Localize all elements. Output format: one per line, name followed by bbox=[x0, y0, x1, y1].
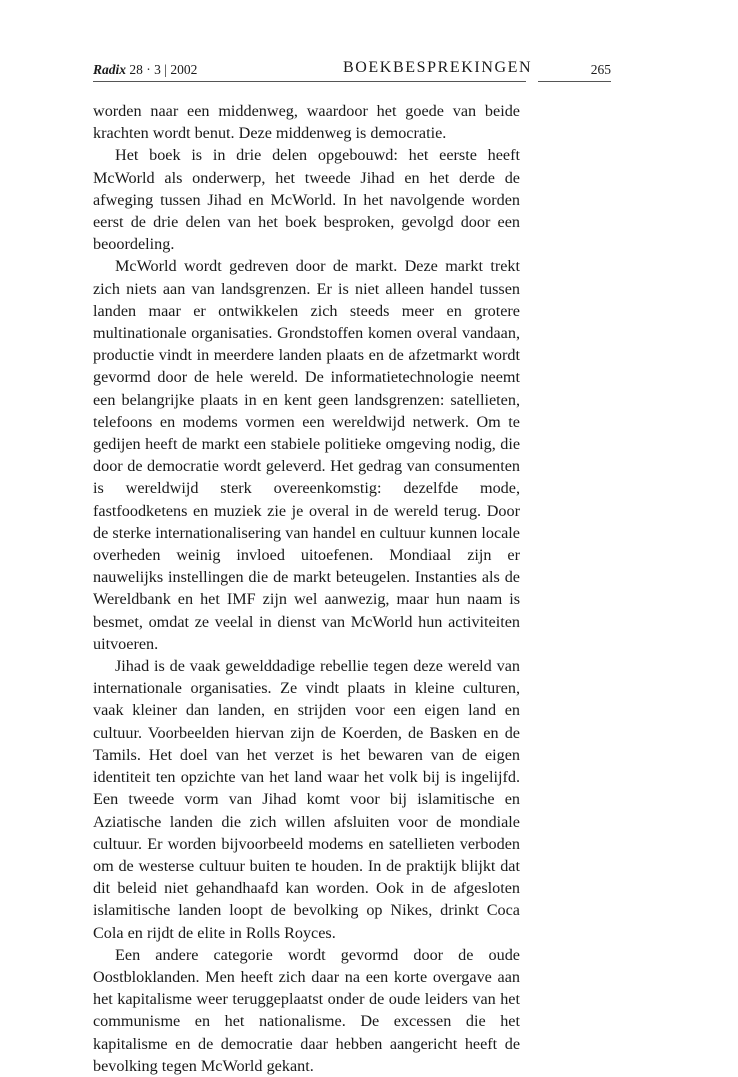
journal-issue: 28 · 3 | 2002 bbox=[129, 62, 198, 77]
section-title: BOEKBESPREKINGEN bbox=[343, 59, 533, 76]
paragraph-eastern-bloc: Een andere categorie wordt gevormd door de oude Oostbloklanden. Men heeft zich daar na een korte overgave aan het kapitalisme weer teruggeplaatst onder de oude leiders van het communisme en het nationalisme. De excessen die het kapitalisme en de democratie daar hebben aangericht heeft de bevolking tegen McWorld gekant. bbox=[93, 945, 520, 1075]
body-text bbox=[93, 100, 520, 1077]
paragraph-continuation: worden naar een middenweg, waardoor het goede van beide krachten wordt benut. Deze middenweg is democratie. bbox=[93, 102, 520, 143]
header-rule-page-number bbox=[538, 81, 611, 82]
paragraph-mcworld: McWorld wordt gedreven door de markt. Deze markt trekt zich niets aan van landsgrenzen. Er is niet alleen handel tussen landen maar er ontwikkelen zich steeds meer en grotere multinationale organisaties. Grondstoffen komen overal vandaan, productie vindt in meerdere landen plaats en de afzetmarkt wordt gevormd door de hele wereld. De informatietechnologie neemt een belangrijke plaats in en kent geen landsgrenzen: satellieten, telefoons en modems vormen een wereldwijd netwerk. Om te gedijen heeft de markt een stabiele politieke omgeving nodig, die door de democratie wordt geleverd. Het gedrag van consumenten is wereldwijd sterk overeenkomstig: dezelfde mode, fastfoodketens en muziek zie je overal in de wereld terug. Door de sterke internationalisering van handel en cultuur kunnen locale overheden weinig invloed uitoefenen. Mondiaal zijn er nauwelijks instellingen die de markt beteugelen. Instanties als de Wereldbank en het IMF zijn wel aanwezig, maar hun naam is besmet, omdat ze veelal in dienst van McWorld hun activiteiten uitvoeren. bbox=[93, 257, 520, 653]
page-number: 265 bbox=[590, 62, 611, 77]
journal-citation bbox=[93, 62, 197, 78]
paragraph-book-structure: Het boek is in drie delen opgebouwd: het eerste heeft McWorld als onderwerp, het tweede Jihad en het derde de afweging tussen Jihad en McWorld. In het navolgende worden eerst de drie delen van het boek besproken, gevolgd door een beoordeling. bbox=[93, 146, 520, 254]
running-header bbox=[93, 58, 611, 80]
header-rule bbox=[93, 81, 526, 82]
journal-name: Radix bbox=[93, 62, 127, 77]
paragraph-jihad: Jihad is de vaak gewelddadige rebellie tegen deze wereld van internationale organisaties. Ze vindt plaats in kleine culturen, vaak kleiner dan landen, en strijden voor een eigen land en cultuur. Voorbeelden hiervan zijn de Koerden, de Basken en de Tamils. Het doel van het verzet is het bewaren van de eigen identiteit ten opzichte van het land waar het volk bij is ingelijfd. Een tweede vorm van Jihad komt voor bij islamitische en Aziatische landen die zich willen afsluiten voor de mondiale cultuur. Er worden bijvoorbeeld modems en satellieten verboden om de westerse cultuur buiten te houden. In de praktijk blijkt dat dit beleid niet gehandhaafd kan worden. Ook in de afgesloten islamitische landen loopt de bevolking op Nikes, drinkt Coca Cola en rijdt de elite in Rolls Royces. bbox=[93, 657, 520, 942]
